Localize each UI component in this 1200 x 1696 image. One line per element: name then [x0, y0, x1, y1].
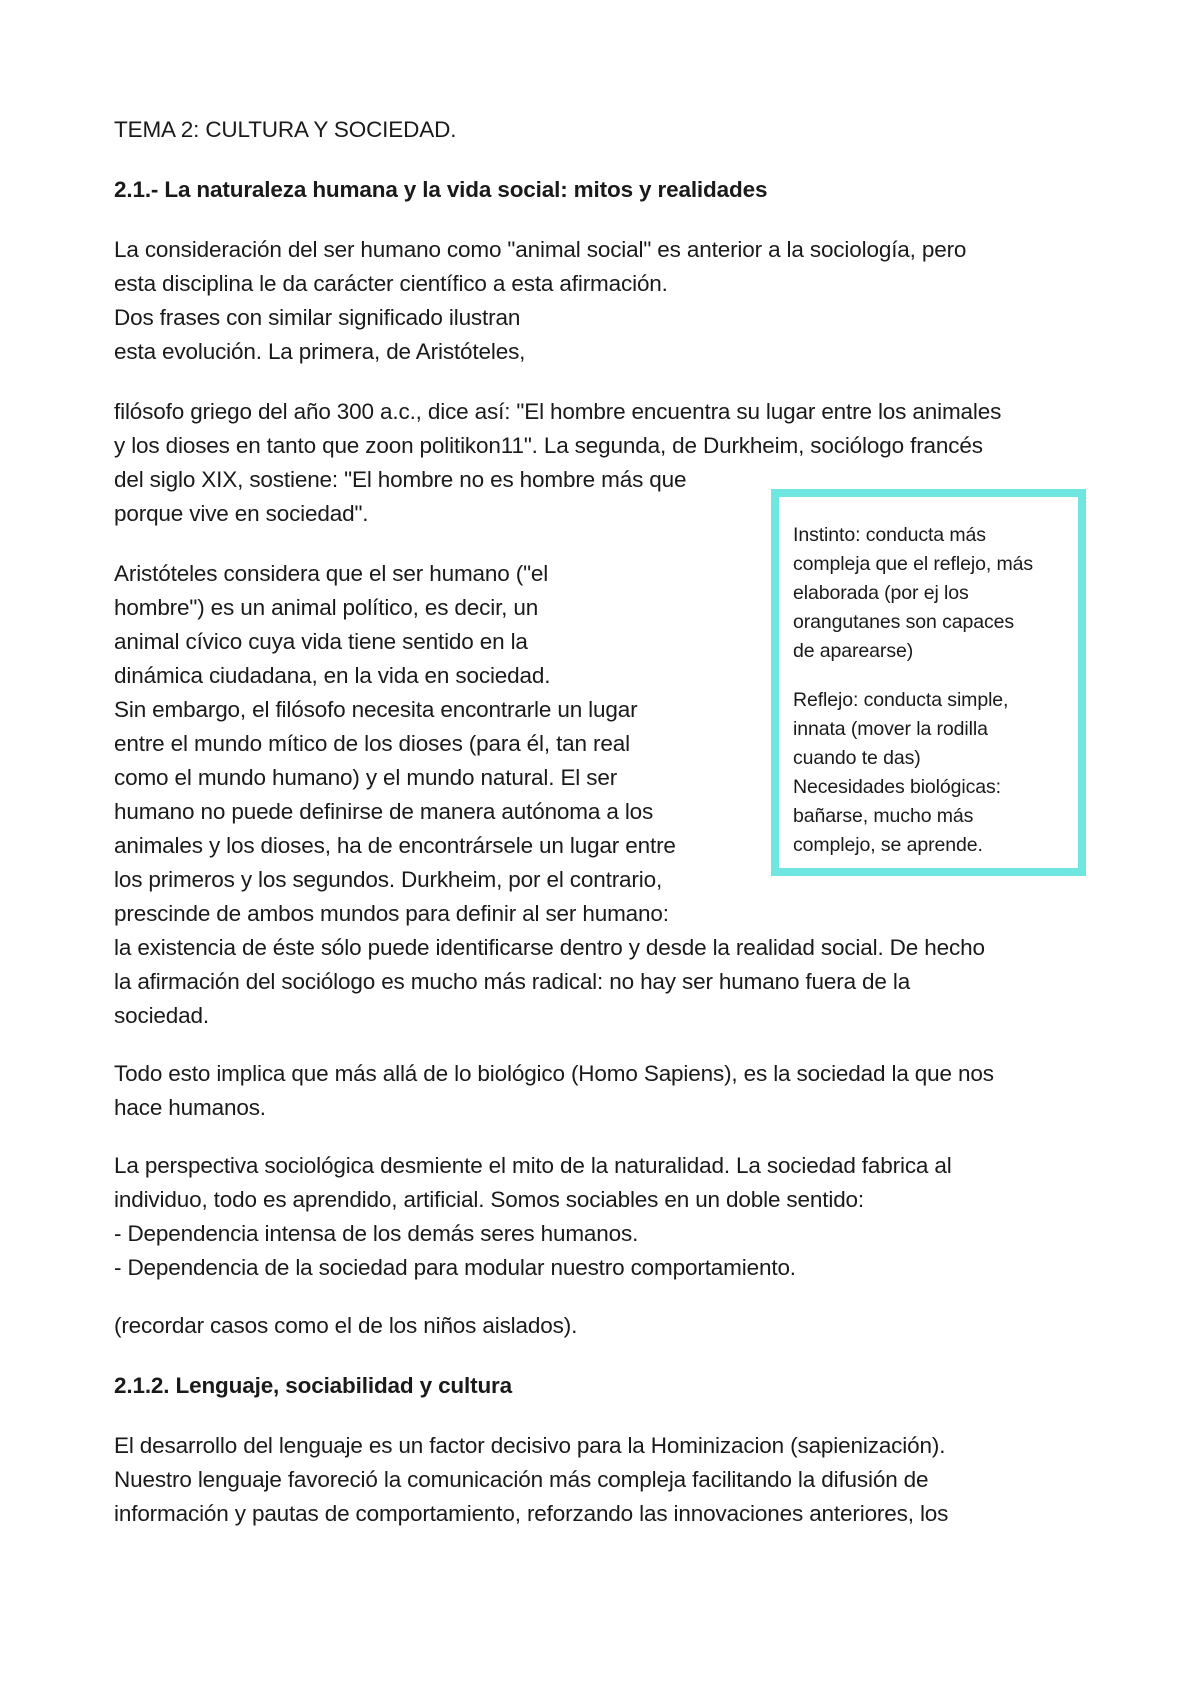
- note-line: compleja que el reflejo, más: [793, 553, 1033, 575]
- text-line: prescinde de ambos mundos para definir al ser humano:: [114, 901, 669, 926]
- note-line: de aparearse): [793, 640, 914, 662]
- list-item: - Dependencia intensa de los demás seres humanos.: [114, 1221, 639, 1246]
- text-line: La consideración del ser humano como "animal social" es anterior a la sociología, pero: [114, 237, 967, 262]
- text-line: hace humanos.: [114, 1095, 266, 1120]
- note-line: innata (mover la rodilla: [793, 718, 988, 740]
- note-line: Reflejo: conducta simple,: [793, 689, 1009, 711]
- text-line: Nuestro lenguaje favoreció la comunicación más compleja facilitando la difusión de: [114, 1467, 929, 1492]
- paragraph-6: (recordar casos como el de los niños aislados).: [114, 1313, 578, 1338]
- note-line: Necesidades biológicas:: [793, 776, 1001, 798]
- list-item: - Dependencia de la sociedad para modular nuestro comportamiento.: [114, 1255, 796, 1280]
- text-line: Aristóteles considera que el ser humano ("el: [114, 561, 549, 586]
- section-heading-2-1-2: 2.1.2. Lenguaje, sociabilidad y cultura: [114, 1373, 513, 1398]
- text-line: animales y los dioses, ha de encontrársele un lugar entre: [114, 833, 676, 858]
- text-line: y los dioses en tanto que zoon politikon11". La segunda, de Durkheim, sociólogo francés: [114, 433, 983, 458]
- text-line: hombre") es un animal político, es decir, un: [114, 595, 539, 620]
- document-title: TEMA 2: CULTURA Y SOCIEDAD.: [114, 117, 457, 142]
- text-line: como el mundo humano) y el mundo natural. El ser: [114, 765, 618, 790]
- note-line: cuando te das): [793, 747, 921, 769]
- text-line: dinámica ciudadana, en la vida en sociedad.: [114, 663, 551, 688]
- text-line: La perspectiva sociológica desmiente el mito de la naturalidad. La sociedad fabrica al: [114, 1153, 952, 1178]
- text-line: entre el mundo mítico de los dioses (para él, tan real: [114, 731, 630, 756]
- text-line: Sin embargo, el filósofo necesita encontrarle un lugar: [114, 697, 638, 722]
- text-line: información y pautas de comportamiento, reforzando las innovaciones anteriores, los: [114, 1501, 949, 1526]
- side-note-box: [771, 489, 1086, 876]
- note-line: Instinto: conducta más: [793, 524, 986, 546]
- note-line: orangutanes son capaces: [793, 611, 1015, 633]
- text-line: esta disciplina le da carácter científico a esta afirmación.: [114, 271, 668, 296]
- note-line: complejo, se aprende.: [793, 834, 983, 856]
- text-line: humano no puede definirse de manera autónoma a los: [114, 799, 654, 824]
- text-line: Todo esto implica que más allá de lo biológico (Homo Sapiens), es la sociedad la que nos: [114, 1061, 994, 1086]
- text-line: animal cívico cuya vida tiene sentido en la: [114, 629, 528, 654]
- text-line: individuo, todo es aprendido, artificial. Somos sociables en un doble sentido:: [114, 1187, 865, 1212]
- text-line: porque vive en sociedad".: [114, 501, 369, 526]
- text-line: la afirmación del sociólogo es mucho más radical: no hay ser humano fuera de la: [114, 969, 911, 994]
- text-line: esta evolución. La primera, de Aristóteles,: [114, 339, 526, 364]
- text-line: El desarrollo del lenguaje es un factor decisivo para la Hominizacion (sapienización).: [114, 1433, 946, 1458]
- text-line: del siglo XIX, sostiene: "El hombre no es hombre más que: [114, 467, 687, 492]
- note-line: elaborada (por ej los: [793, 582, 969, 604]
- text-line: los primeros y los segundos. Durkheim, por el contrario,: [114, 867, 663, 892]
- section-heading-2-1: 2.1.- La naturaleza humana y la vida social: mitos y realidades: [114, 177, 768, 202]
- text-line: la existencia de éste sólo puede identificarse dentro y desde la realidad social. De hecho: [114, 935, 985, 960]
- text-line: sociedad.: [114, 1003, 209, 1028]
- text-line: Dos frases con similar significado ilustran: [114, 305, 521, 330]
- note-line: bañarse, mucho más: [793, 805, 974, 827]
- text-line: filósofo griego del año 300 a.c., dice así: "El hombre encuentra su lugar entre los animales: [114, 399, 1002, 424]
